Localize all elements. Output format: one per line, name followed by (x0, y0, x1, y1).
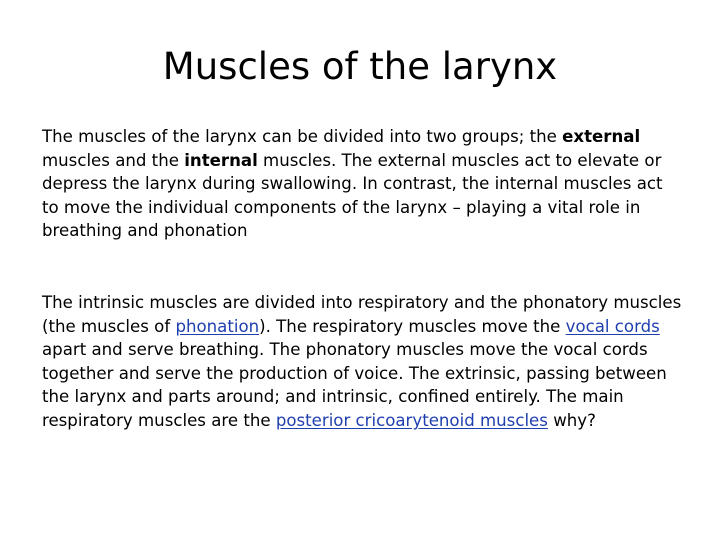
paragraph-text: The muscles of the larynx can be divided into two groups; the (42, 127, 563, 146)
paragraph-text: apart and serve breathing. The phonatory muscles move the vocal cords together and serve the production of voice. The extrinsic, passing between the larynx and parts around; and intrinsic, confined entirely. The main respiratory muscles are the (42, 340, 667, 430)
link-vocal-cords[interactable]: vocal cords (565, 316, 660, 336)
paragraph-groups (42, 125, 682, 243)
paragraph-text: muscles. The external muscles act to elevate or depress the larynx during swallowing. In contrast, the internal muscles act to move the individual components of the larynx – playing a vital role in breathing and phonation (42, 150, 663, 241)
link-phonation[interactable]: phonation (175, 316, 260, 336)
link-posterior-cricoarytenoid[interactable]: posterior cricoarytenoid muscles (275, 410, 548, 430)
paragraph-intrinsic (42, 291, 682, 433)
slide-title: Muscles of the larynx (162, 45, 558, 88)
paragraph-text: muscles and the (42, 150, 185, 170)
paragraph-text: why? (547, 410, 596, 430)
paragraph-text: ). The respiratory muscles move the (259, 316, 566, 336)
bold-term-internal: internal (184, 150, 258, 170)
bold-term-external: external (562, 127, 641, 146)
paragraph-text: The intrinsic muscles are divided into respiratory and the phonatory muscles (the muscles of (42, 293, 682, 336)
